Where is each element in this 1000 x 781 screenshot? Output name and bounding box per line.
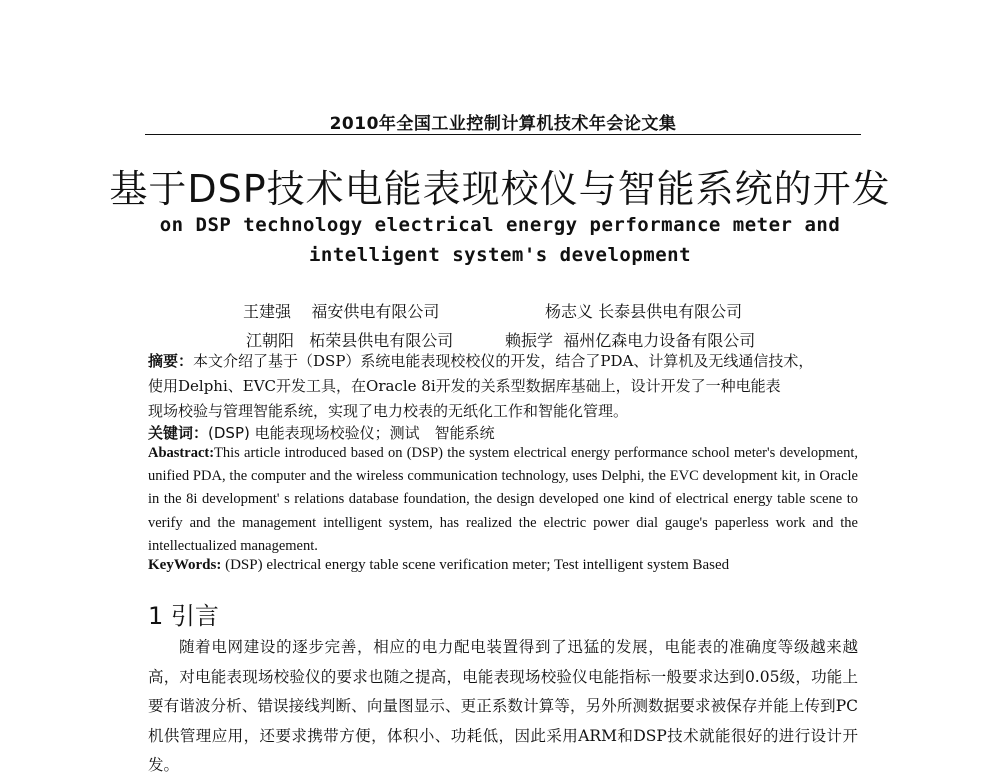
author-affiliation: 福州亿森电力设备有限公司 [563, 331, 756, 350]
section-body [148, 633, 858, 781]
keywords-cn-label: 关键词： [148, 424, 209, 442]
keywords-en-text: (DSP) electrical energy table scene verification meter; Test intelligent system Based [225, 557, 730, 573]
author-name: 赖振学 [505, 331, 554, 350]
author-4 [505, 328, 755, 351]
author-affiliation: 福安供电有限公司 [311, 302, 440, 321]
author-name: 江朝阳 [246, 331, 295, 350]
section-heading: 1 引言 [148, 602, 219, 630]
keywords-en-label: KeyWords: [148, 557, 222, 573]
author-name: 王建强 [243, 302, 292, 321]
keywords-cn-text: (DSP) 电能表现场校验仪；测试 智能系统 [208, 424, 495, 442]
header-rule [145, 134, 861, 135]
author-1 [243, 299, 439, 322]
abstract-en-label: Abastract: [148, 445, 215, 461]
keywords-cn [148, 422, 495, 443]
abstract-cn-line3: 现场校验与管理智能系统，实现了电力校表的无纸化工作和智能化管理。 [148, 402, 629, 420]
abstract-cn-label: 摘要： [148, 352, 194, 370]
title-chinese: 基于DSP技术电能表现校仪与智能系统的开发 [109, 167, 891, 211]
abstract-en [148, 442, 858, 558]
abstract-cn-line2: 使用Delphi、EVC开发工具，在Oracle 8i开发的关系型数据库基础上，设计开发了一种电能表 [148, 377, 781, 395]
proceedings-header: 2010年全国工业控制计算机技术年会论文集 [329, 114, 677, 134]
author-name: 杨志义 [545, 302, 594, 321]
body-paragraph: 随着电网建设的逐步完善，相应的电力配电装置得到了迅猛的发展，电能表的准确度等级越来越高，对电能表现场校验仪的要求也随之提高，电能表现场校验仪电能指标一般要求达到0.05级，功能上要有谐波分析、错误接线判断、向量图显示、更正系数计算等，另外所测数据要求被保存并能上传到PC机供管理应用，还要求携带方便，体积小、功耗低，因此采用ARM和DSP技术就能很好的进行设计开发。 [148, 638, 858, 774]
abstract-en-text: This article introduced based on (DSP) the system electrical energy performance school meter's development, unified PDA, the computer and the wireless communication technology, uses Delphi, the EVC development kit, in Oracle in the 8i development' s relations database foundation, the design developed one kind of electrical energy table scene to verify and the management intelligent system, has realized the electric power dial gauge's paperless work and the intellectualized management. [148, 445, 858, 554]
title-english-line1: on DSP technology electrical energy performance meter and [159, 214, 841, 236]
keywords-en [148, 557, 729, 574]
author-3 [246, 328, 453, 351]
title-english-line2: intelligent system's development [308, 244, 692, 266]
author-affiliation: 长泰县供电有限公司 [598, 302, 743, 321]
author-2 [545, 299, 742, 322]
author-affiliation: 柘荣县供电有限公司 [309, 331, 454, 350]
abstract-cn-text: 本文介绍了基于（DSP）系统电能表现校校仪的开发，结合了PDA、计算机及无线通信技术， [193, 352, 814, 370]
abstract-cn-line1 [148, 350, 813, 371]
